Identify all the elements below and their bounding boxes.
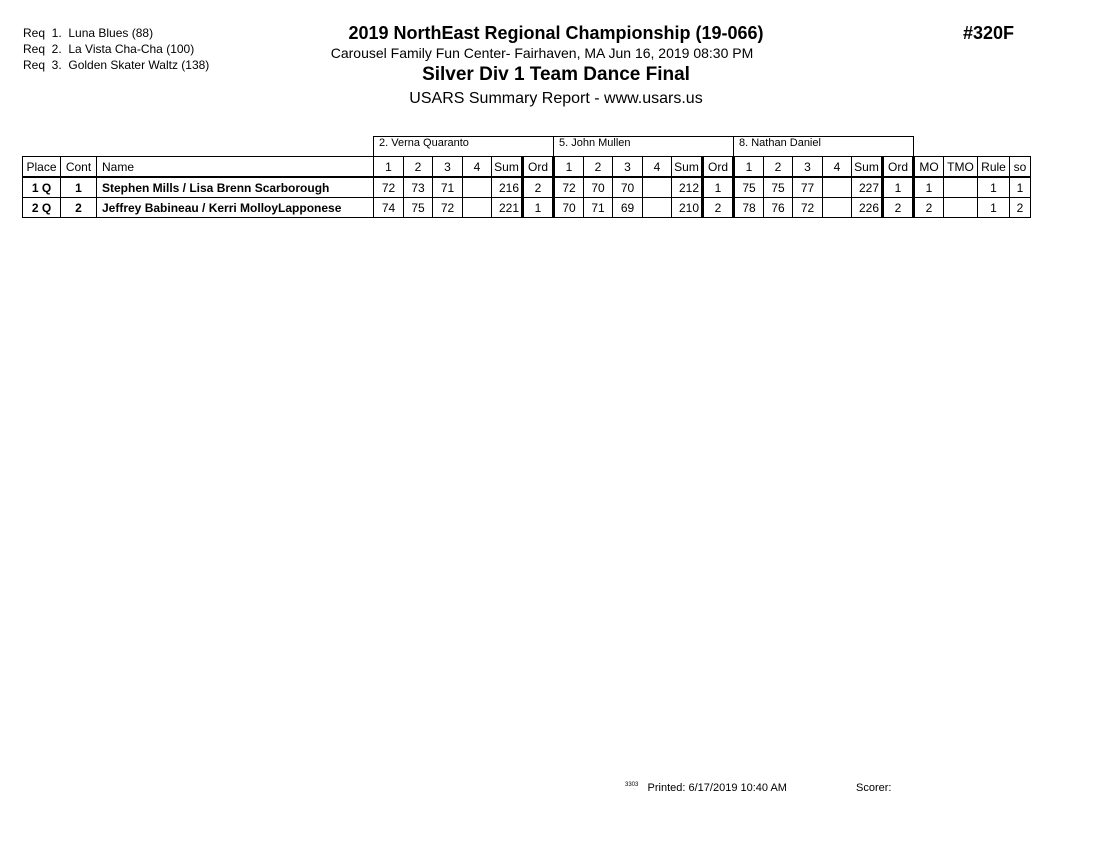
col-j1-2: 2 bbox=[404, 157, 433, 178]
score-cell: 71 bbox=[433, 177, 463, 198]
competition-title: 2019 NorthEast Regional Championship (19-066) bbox=[348, 23, 764, 43]
sum-cell: 216 bbox=[492, 177, 523, 198]
requirement-item: Req 1. Luna Blues (88) bbox=[23, 26, 154, 40]
cont-cell: 1 bbox=[61, 177, 97, 198]
score-cell: 73 bbox=[404, 177, 433, 198]
col-j3-ord: Ord bbox=[883, 157, 914, 178]
tmo-cell bbox=[944, 177, 978, 198]
sum-cell: 227 bbox=[852, 177, 883, 198]
report-title: USARS Summary Report - www.usars.us bbox=[409, 90, 703, 107]
score-cell: 72 bbox=[554, 177, 584, 198]
score-cell: 76 bbox=[764, 198, 793, 218]
cont-cell: 2 bbox=[61, 198, 97, 218]
place-cell: 1 Q bbox=[23, 177, 61, 198]
ord-cell: 1 bbox=[883, 177, 914, 198]
rule-cell: 1 bbox=[978, 198, 1010, 218]
rule-cell: 1 bbox=[978, 177, 1010, 198]
score-cell: 70 bbox=[554, 198, 584, 218]
col-j1-1: 1 bbox=[374, 157, 404, 178]
col-name: Name bbox=[97, 157, 374, 178]
col-j3-1: 1 bbox=[734, 157, 764, 178]
col-j2-2: 2 bbox=[584, 157, 613, 178]
name-cell: Stephen Mills / Lisa Brenn Scarborough bbox=[97, 177, 374, 198]
results-table bbox=[22, 136, 1031, 218]
sum-cell: 226 bbox=[852, 198, 883, 218]
col-j3-sum: Sum bbox=[852, 157, 883, 178]
col-j2-sum: Sum bbox=[672, 157, 703, 178]
score-cell: 69 bbox=[613, 198, 643, 218]
col-j2-3: 3 bbox=[613, 157, 643, 178]
sum-cell: 212 bbox=[672, 177, 703, 198]
judge-2-name: 5. John Mullen bbox=[554, 137, 734, 157]
score-cell: 72 bbox=[374, 177, 404, 198]
score-cell: 72 bbox=[793, 198, 823, 218]
table-row bbox=[23, 198, 1031, 218]
scorer-label: Scorer: bbox=[856, 782, 892, 794]
score-cell: 74 bbox=[374, 198, 404, 218]
printed-timestamp: Printed: 6/17/2019 10:40 AM bbox=[647, 782, 787, 794]
col-so: so bbox=[1010, 157, 1031, 178]
judge-1-name: 2. Verna Quaranto bbox=[374, 137, 554, 157]
ord-cell: 2 bbox=[883, 198, 914, 218]
column-header-row bbox=[23, 157, 1031, 178]
place-cell: 2 Q bbox=[23, 198, 61, 218]
score-cell: 78 bbox=[734, 198, 764, 218]
ord-cell: 2 bbox=[523, 177, 554, 198]
score-cell: 75 bbox=[734, 177, 764, 198]
judge-3-name: 8. Nathan Daniel bbox=[734, 137, 914, 157]
col-mo: MO bbox=[914, 157, 944, 178]
venue-datetime: Carousel Family Fun Center- Fairhaven, MA Jun 16, 2019 08:30 PM bbox=[330, 45, 754, 61]
score-cell bbox=[823, 198, 852, 218]
table-row bbox=[23, 177, 1031, 198]
score-cell bbox=[643, 177, 672, 198]
col-j2-1: 1 bbox=[554, 157, 584, 178]
col-j3-2: 2 bbox=[764, 157, 793, 178]
ord-cell: 2 bbox=[703, 198, 734, 218]
col-j3-4: 4 bbox=[823, 157, 852, 178]
event-title: Silver Div 1 Team Dance Final bbox=[422, 64, 690, 85]
col-rule: Rule bbox=[978, 157, 1010, 178]
score-cell: 70 bbox=[613, 177, 643, 198]
col-tmo: TMO bbox=[944, 157, 978, 178]
footer-code: 3303 bbox=[625, 782, 639, 788]
score-cell bbox=[463, 177, 492, 198]
sum-cell: 210 bbox=[672, 198, 703, 218]
score-cell bbox=[643, 198, 672, 218]
sum-cell: 221 bbox=[492, 198, 523, 218]
col-j1-sum: Sum bbox=[492, 157, 523, 178]
score-cell bbox=[823, 177, 852, 198]
mo-cell: 1 bbox=[914, 177, 944, 198]
score-cell: 70 bbox=[584, 177, 613, 198]
score-cell: 77 bbox=[793, 177, 823, 198]
score-cell bbox=[463, 198, 492, 218]
mo-cell: 2 bbox=[914, 198, 944, 218]
col-j1-ord: Ord bbox=[523, 157, 554, 178]
judge-header-row bbox=[23, 137, 1031, 157]
score-cell: 72 bbox=[433, 198, 463, 218]
so-cell: 2 bbox=[1010, 198, 1031, 218]
col-cont: Cont bbox=[61, 157, 97, 178]
tmo-cell bbox=[944, 198, 978, 218]
col-j1-3: 3 bbox=[433, 157, 463, 178]
footer-printed bbox=[625, 782, 787, 794]
so-cell: 1 bbox=[1010, 177, 1031, 198]
score-cell: 75 bbox=[764, 177, 793, 198]
name-cell: Jeffrey Babineau / Kerri MolloyLapponese bbox=[97, 198, 374, 218]
score-cell: 75 bbox=[404, 198, 433, 218]
col-place: Place bbox=[23, 157, 61, 178]
col-j2-ord: Ord bbox=[703, 157, 734, 178]
ord-cell: 1 bbox=[703, 177, 734, 198]
requirement-item: Req 3. Golden Skater Waltz (138) bbox=[23, 58, 210, 72]
ord-cell: 1 bbox=[523, 198, 554, 218]
col-j3-3: 3 bbox=[793, 157, 823, 178]
score-cell: 71 bbox=[584, 198, 613, 218]
col-j1-4: 4 bbox=[463, 157, 492, 178]
requirement-item: Req 2. La Vista Cha-Cha (100) bbox=[23, 42, 195, 56]
event-number: #320F bbox=[963, 23, 1015, 43]
col-j2-4: 4 bbox=[643, 157, 672, 178]
